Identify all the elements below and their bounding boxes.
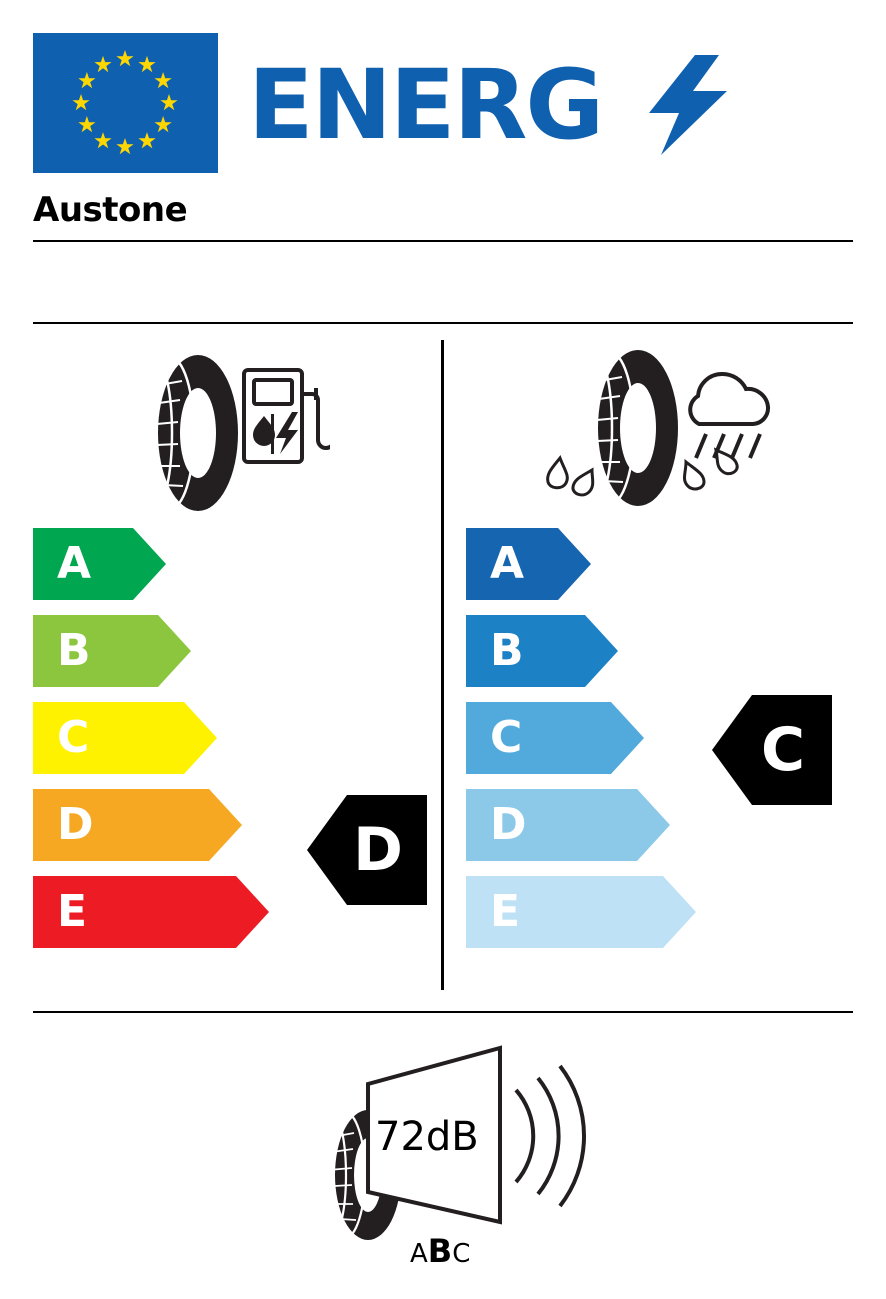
fuel-efficiency-result (307, 795, 427, 905)
fuel-efficiency-pictogram (120, 348, 330, 518)
fuel-grade-c (33, 702, 217, 774)
grip-grade-e (466, 876, 696, 948)
fuel-grade-b-letter: B (57, 625, 91, 676)
grip-grade-a (466, 528, 591, 600)
sound-waves-icon (516, 1066, 584, 1206)
lightning-bolt-icon (643, 55, 733, 155)
noise-class-b: B (427, 1232, 453, 1270)
noise-section (290, 1040, 590, 1270)
fuel-grade-b (33, 615, 191, 687)
fuel-efficiency-result-letter: D (353, 815, 403, 885)
noise-class-a: A (410, 1239, 428, 1269)
grip-grade-d-letter: D (490, 799, 527, 850)
divider-second (33, 322, 853, 324)
grip-grade-b-letter: B (490, 625, 524, 676)
tyre-icon (136, 355, 238, 511)
wet-grip-result-letter: C (760, 715, 806, 785)
fuel-grade-a-letter: A (57, 538, 92, 589)
divider-top (33, 240, 853, 242)
divider-noise (33, 1011, 853, 1013)
fuel-grade-d (33, 789, 242, 861)
fuel-grade-d-letter: D (57, 799, 94, 850)
fuel-grade-a (33, 528, 166, 600)
noise-class-row (410, 1232, 470, 1270)
grip-grade-e-letter: E (490, 886, 521, 937)
noise-class-c: C (452, 1239, 471, 1269)
wet-grip-pictogram (520, 348, 800, 518)
eu-flag-icon (33, 33, 218, 173)
wet-grip-scale (466, 528, 696, 963)
noise-db-value: 72dB (375, 1114, 479, 1160)
grip-grade-d (466, 789, 670, 861)
brand-name: Austone (33, 190, 188, 230)
rain-cloud-icon (690, 374, 768, 458)
divider-vertical (441, 340, 444, 990)
energy-wordmark: ENERG (248, 49, 603, 161)
wet-grip-result (712, 695, 832, 805)
grip-grade-c (466, 702, 644, 774)
fuel-efficiency-scale (33, 528, 269, 963)
fuel-pump-icon (244, 370, 330, 462)
eu-stars-icon (33, 33, 218, 173)
fuel-grade-e (33, 876, 269, 948)
fuel-grade-c-letter: C (57, 712, 90, 763)
fuel-drop-icon (253, 412, 298, 454)
fuel-grade-e-letter: E (57, 886, 88, 937)
label-header (33, 33, 853, 173)
grip-grade-c-letter: C (490, 712, 523, 763)
grip-grade-a-letter: A (490, 538, 525, 589)
grip-grade-b (466, 615, 618, 687)
